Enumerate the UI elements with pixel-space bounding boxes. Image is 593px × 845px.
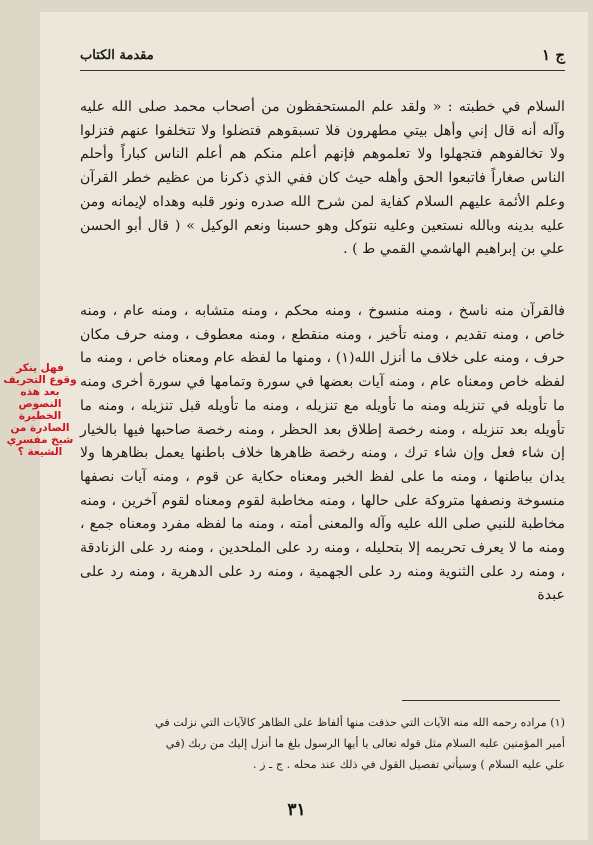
page-number: ٣١ [287, 800, 306, 820]
footnote-line: علي عليه السلام ) وسيأتي تفصيل القول في ذلك عند محله . ج ـ ز . [252, 758, 565, 771]
volume-label: ج ١ [542, 46, 565, 64]
paragraph-2: فالقرآن منه ناسخ ، ومنه منسوخ ، ومنه محكم ، ومنه متشابه ، ومنه عام ، ومنه خاص ، ومنه تقديم ، ومنه تأخير ، ومنه منقطع ، ومنه معطوف ، ومنه حرف مكان حرف ، ومنه على خلاف ما أنزل الله(١) ، ومنها ما لفظه عام ومعناه خاص ، ومنه ما لفظه خاص ومعناه عام ، ومنه آيات بعضها في سورة وتمامها في سورة أخرى ومنه ما تأويله في تنزيله ومنه ما تأويله مع تنزيله ، ومنه ما تأويله قبل تنزيله ، ومنه ما تأويله بعد تنزيله ، ومنه رخصة إطلاق بعد الحظر ، ومنه رخصة صاحبها فيها بالخيار إن شاء فعل وإن شاء ترك ، ومنه رخصة ظاهرها خلاف باطنها يعمل بظاهرها ولا يدان بباطنها ، ومنه ما على لفظ الخبر ومعناه حكاية عن قوم ، ومنه آيات نصفها منسوخة ونصفها متروكة على حالها ، ومنه مخاطبة لقوم ومعناه لقوم آخرين ، ومنه مخاطبة للنبي صلى الله عليه وآله والمعنى أمته ، ومنه ما لفظه مفرد ومعناه جمع ، ومنه ما لا يعرف تحريمه إلا بتحليله ، ومنه رد على الملحدين ، ومنه رد على الزنادقة ، ومنه رد على الثنوية ومنه رد على الجهمية ، ومنه رد على الدهرية ، ومنه رد على عبدة [80, 303, 565, 604]
header-rule [80, 70, 565, 71]
footnote [80, 712, 565, 775]
footnote-rule [402, 700, 560, 701]
chapter-title: مقدمة الكتاب [80, 48, 154, 63]
footnote-line: أمير المؤمنين عليه السلام مثل قوله تعالى يا أيها الرسول بلغ ما أنزل إليك من ربك (في [165, 737, 565, 750]
page-header [80, 46, 565, 68]
paragraph-1: السلام في خطبته : « ولقد علم المستحفظون من أصحاب محمد صلى الله عليه وآله أنه قال إني وأهل بيتي مطهرون فلا تسبقوهم فتضلوا ولا تتخلفوا عنهم فتزلوا ولا تخالفوهم فتجهلوا ولا تعلموهم فإنهم أعلم منكم هم أعلم الناس كباراً وأحلم الناس صغاراً فاتبعوا الحق وأهله حيث كان ففي الذي ذكرنا من عظيم خطر القرآن وعلم الأئمة عليهم السلام كفاية لمن شرح الله صدره ونور قلبه وهداه لإيمانه ومن عليه بدينه وبالله نستعين وعليه نتوكل وهو حسبنا ونعم الوكيل » ( قال أبو الحسن علي بن إبراهيم الهاشمي القمي ط ) . [80, 99, 565, 258]
margin-annotation: فهل ينكر وقوع التحريف بعد هذه النصوص الخطيرة الصادرة من شيخ مفسري الشيعة ؟ [3, 362, 77, 458]
footnote-line: (١) مراده رحمه الله منه الآيات التي حذفت منها ألفاظ على الظاهر كالآيات التي نزلت في [155, 716, 565, 729]
